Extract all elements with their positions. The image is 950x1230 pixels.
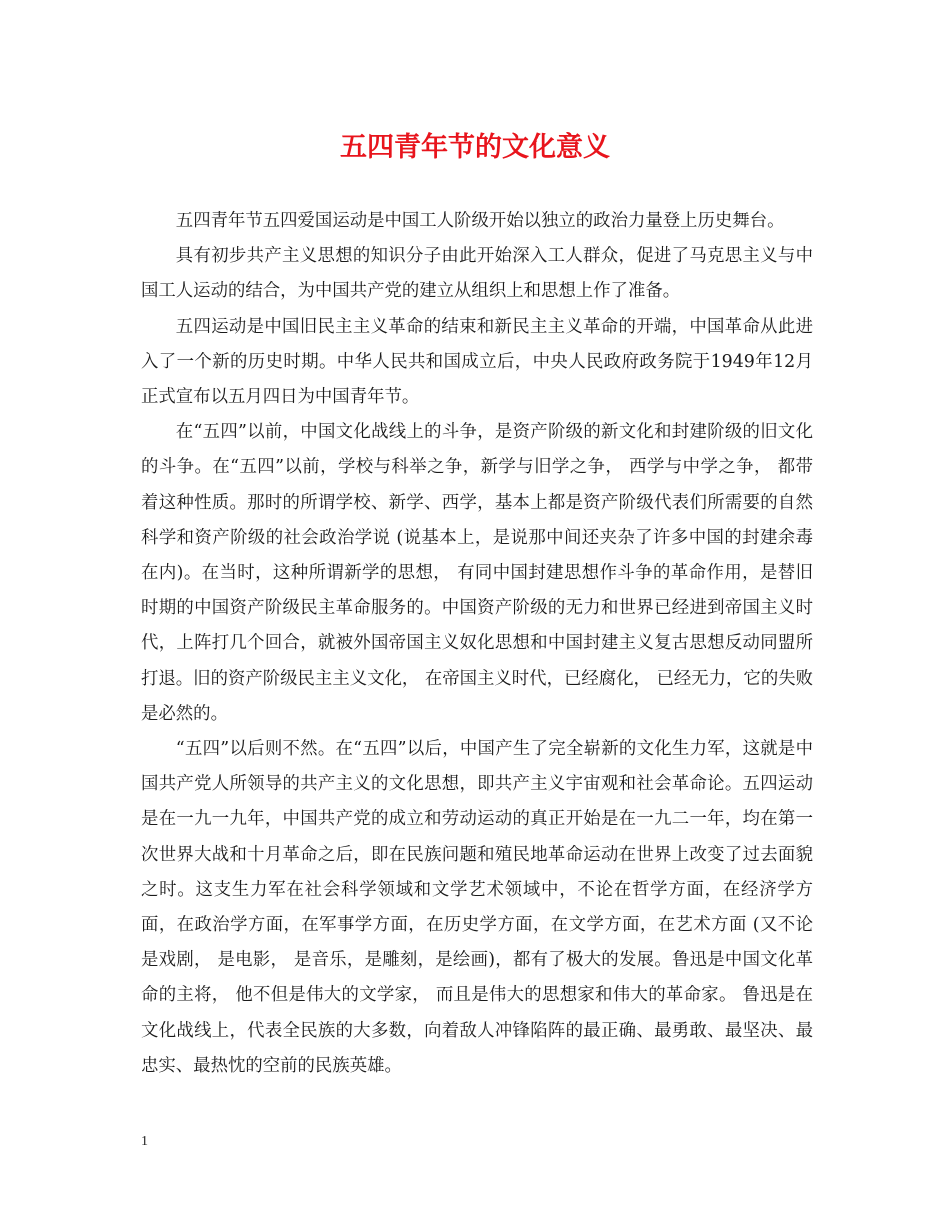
paragraph-4: 在“五四”以前，中国文化战线上的斗争，是资产阶级的新文化和封建阶级的旧文化的斗争。在“五四”以前，学校与科举之争，新学与旧学之争， 西学与中学之争， 都带着这种性质。那时的所谓学校、新学、西学，基本上都是资产阶级代表们所需要的自然科学和资产阶级的社会政治学说 (说基本上，是说那中间还夹杂了许多中国的封建余毒在内)。在当时，这种所谓新学的思想， 有同中国封建思想作斗争的革命作用，是替旧时期的中国资产阶级民主革命服务的。中国资产阶级的无力和世界已经进到帝国主义时代，上阵打几个回合，就被外国帝国主义奴化思想和中国封建主义复古思想反动同盟所打退。旧的资产阶级民主主义文化， 在帝国主义时代，已经腐化， 已经无力，它的失败是必然的。 [141,422,813,724]
document-body [141,204,813,1084]
document-title: 五四青年节的文化意义 [340,132,610,163]
paragraph-5: “五四”以后则不然。在“五四”以后，中国产生了完全崭新的文化生力军，这就是中国共产党人所领导的共产主义的文化思想，即共产主义宇宙观和社会革命论。五四运动是在一九一九年，中国共产党的成立和劳动运动的真正开始是在一九二一年，均在第一次世界大战和十月革命之后，即在民族问题和殖民地革命运动在世界上改变了过去面貌之时。这支生力军在社会科学领域和文学艺术领域中，不论在哲学方面，在经济学方面，在政治学方面，在军事学方面，在历史学方面，在文学方面，在艺术方面 (又不论是戏剧， 是电影， 是音乐，是雕刻，是绘画)，都有了极大的发展。鲁迅是中国文化革命的主将， 他不但是伟大的文学家， 而且是伟大的思想家和伟大的革命家。 鲁迅是在文化战线上，代表全民族的大多数，向着敌人冲锋陷阵的最正确、最勇敢、最坚决、最忠实、最热忱的空前的民族英雄。 [141,739,813,1076]
paragraph-3: 五四运动是中国旧民主主义革命的结束和新民主主义革命的开端，中国革命从此进入了一个新的历史时期。中华人民共和国成立后，中央人民政府政务院于1949年12月正式宣布以五月四日为中国青年节。 [141,316,813,408]
paragraph-2: 具有初步共产主义思想的知识分子由此开始深入工人群众，促进了马克思主义与中国工人运动的结合，为中国共产党的建立从组织上和思想上作了准备。 [141,246,813,302]
page-number: 1 [141,1134,148,1149]
paragraph-1: 五四青年节五四爱国运动是中国工人阶级开始以独立的政治力量登上历史舞台。 [175,211,785,231]
